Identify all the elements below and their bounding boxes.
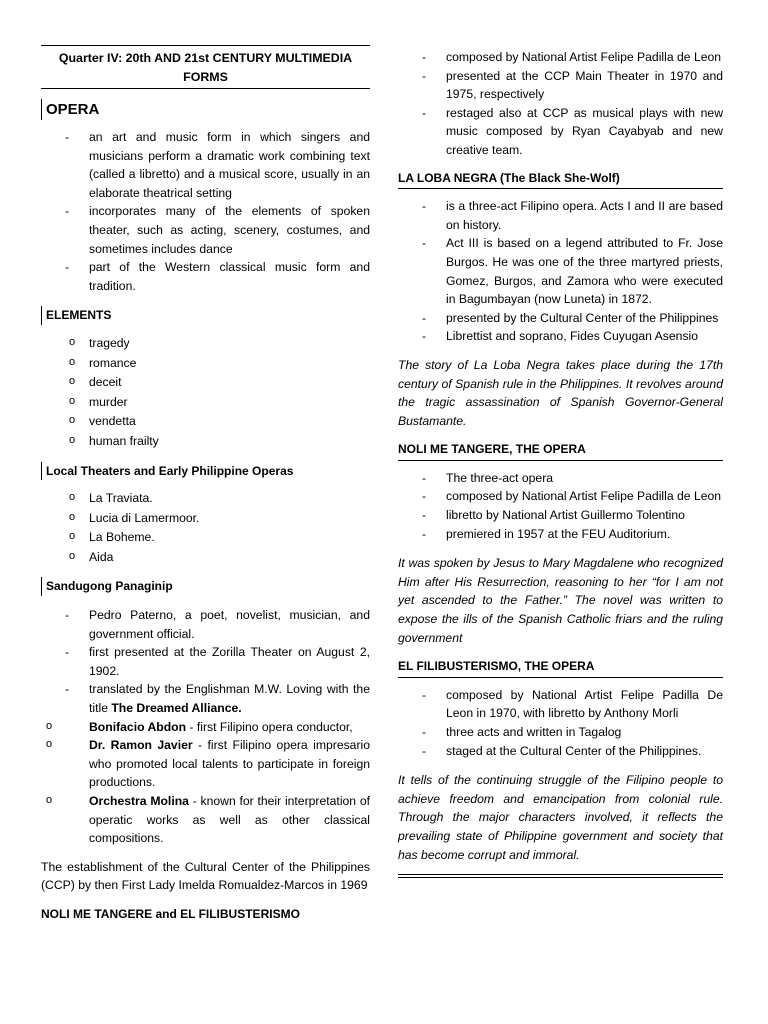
translated-title: The Dreamed Alliance.	[111, 701, 242, 716]
list-item: - composed by National Artist Felipe Padilla De Leon in 1970, with libretto by Anthony Morli	[398, 686, 723, 723]
elements-list	[41, 334, 370, 452]
list-item: - composed by National Artist Felipe Padilla de Leon	[398, 48, 723, 67]
local-theaters-list	[41, 489, 370, 567]
loba-negra-story: The story of La Loba Negra takes place during the 17th century of Spanish rule in the Philippines. It revolves around the tragic assassination of Spanish Governor-General Bustamante.	[398, 357, 723, 428]
list-item: - Pedro Paterno, a poet, novelist, musician, and government official.	[41, 606, 370, 643]
left-column	[41, 45, 370, 924]
ccp-paragraph: The establishment of the Cultural Center of the Philippines (CCP) by then First Lady Imelda Romualdez-Marcos in 1969	[41, 859, 370, 893]
sandugong-list	[41, 606, 370, 718]
opera-heading: OPERA	[41, 99, 370, 120]
elements-heading: ELEMENTS	[41, 306, 370, 325]
list-item: - first presented at the Zorilla Theater on August 2, 1902.	[41, 643, 370, 680]
list-item: o vendetta	[41, 412, 370, 432]
quarter-title-line2: FORMS	[183, 70, 228, 84]
list-item: - libretto by National Artist Guillermo Tolentino	[398, 506, 723, 525]
list-item: - Librettist and soprano, Fides Cuyugan Asensio	[398, 327, 723, 346]
person-name: Orchestra Molina	[89, 794, 189, 808]
noli-opera-heading: NOLI ME TANGERE, THE OPERA	[398, 440, 723, 461]
noli-fili-heading: NOLI ME TANGERE and EL FILIBUSTERISMO	[41, 906, 300, 921]
quarter-title	[41, 45, 370, 89]
noli-opera-story: It was spoken by Jesus to Mary Magdalene who recognized Him after His Resurrection, reasoning to her “for I am not yet ascended to the Father.” The novel was written to expose the ills of the Spanish Catholic friars and the ruling government	[398, 556, 723, 645]
list-item: - incorporates many of the elements of spoken theater, such as acting, scenery, costumes, and sometimes includes dance	[41, 202, 370, 258]
list-item: - presented at the CCP Main Theater in 1970 and 1975, respectively	[398, 67, 723, 104]
list-item: - an art and music form in which singers and musicians perform a dramatic work combining text (called a libretto) and a musical score, usually in an elaborate theatrical setting	[41, 128, 370, 202]
list-item: - restaged also at CCP as musical plays with new music composed by Ryan Cayabyab and new creative team.	[398, 104, 723, 160]
list-item: o tragedy	[41, 334, 370, 354]
list-item: o murder	[41, 393, 370, 413]
list-item: o human frailty	[41, 432, 370, 452]
list-item: - presented by the Cultural Center of the Philippines	[398, 309, 723, 328]
list-item: - premiered in 1957 at the FEU Auditorium.	[398, 525, 723, 544]
list-item: - part of the Western classical music form and tradition.	[41, 258, 370, 295]
list-item	[41, 736, 370, 792]
right-column	[398, 45, 723, 878]
fili-opera-story: It tells of the continuing struggle of the Filipino people to achieve freedom and emancipation from colonial rule. Through the major characters involved, it reflects the prevailing state of Philippine government and society that has become corrupt and immoral.	[398, 773, 723, 862]
list-item: o romance	[41, 354, 370, 374]
quarter-title-line1: Quarter IV: 20th AND 21st CENTURY MULTIMEDIA	[58, 51, 353, 65]
people-list	[41, 718, 370, 848]
list-item: - The three-act opera	[398, 469, 723, 488]
loba-negra-list	[398, 197, 723, 346]
end-rule	[398, 874, 723, 878]
list-item: - is a three-act Filipino opera. Acts I and II are based on history.	[398, 197, 723, 234]
person-desc: - first Filipino opera conductor,	[186, 719, 353, 734]
opera-list	[41, 128, 370, 295]
sandugong-heading: Sandugong Panaginip	[41, 577, 370, 596]
list-item	[41, 680, 370, 717]
person-name: Bonifacio Abdon	[89, 719, 187, 734]
list-item: o La Traviata.	[41, 489, 370, 509]
list-item	[41, 718, 370, 737]
local-theaters-heading: Local Theaters and Early Philippine Operas	[41, 462, 370, 481]
list-item: o deceit	[41, 373, 370, 393]
list-item: o La Boheme.	[41, 528, 370, 548]
list-item: o Aida	[41, 548, 370, 568]
translated-text: translated by the Englishman M.W. Loving with the title	[89, 682, 370, 716]
list-item: - staged at the Cultural Center of the Philippines.	[398, 742, 723, 761]
person-desc: - known for their interpretation of operatic works as well as other classical compositions.	[89, 794, 370, 846]
list-item	[41, 792, 370, 848]
loba-negra-heading: LA LOBA NEGRA (The Black She-Wolf)	[398, 169, 723, 190]
person-desc: - first Filipino opera impresario who promoted local talents to participate in foreign productions.	[89, 738, 371, 790]
fili-opera-heading: EL FILIBUSTERISMO, THE OPERA	[398, 657, 723, 678]
list-item: - three acts and written in Tagalog	[398, 723, 723, 742]
fili-opera-list	[398, 686, 723, 760]
noli-fili-list	[398, 48, 723, 160]
list-item: - composed by National Artist Felipe Padilla de Leon	[398, 487, 723, 506]
list-item: - Act III is based on a legend attributed to Fr. Jose Burgos. He was one of the three martyred priests, Gomez, Burgos, and Zamora who were executed in Bagumbayan (now Luneta) in 1872.	[398, 234, 723, 308]
list-item: o Lucia di Lamermoor.	[41, 509, 370, 529]
person-name: Dr. Ramon Javier	[89, 738, 193, 753]
noli-opera-list	[398, 469, 723, 543]
